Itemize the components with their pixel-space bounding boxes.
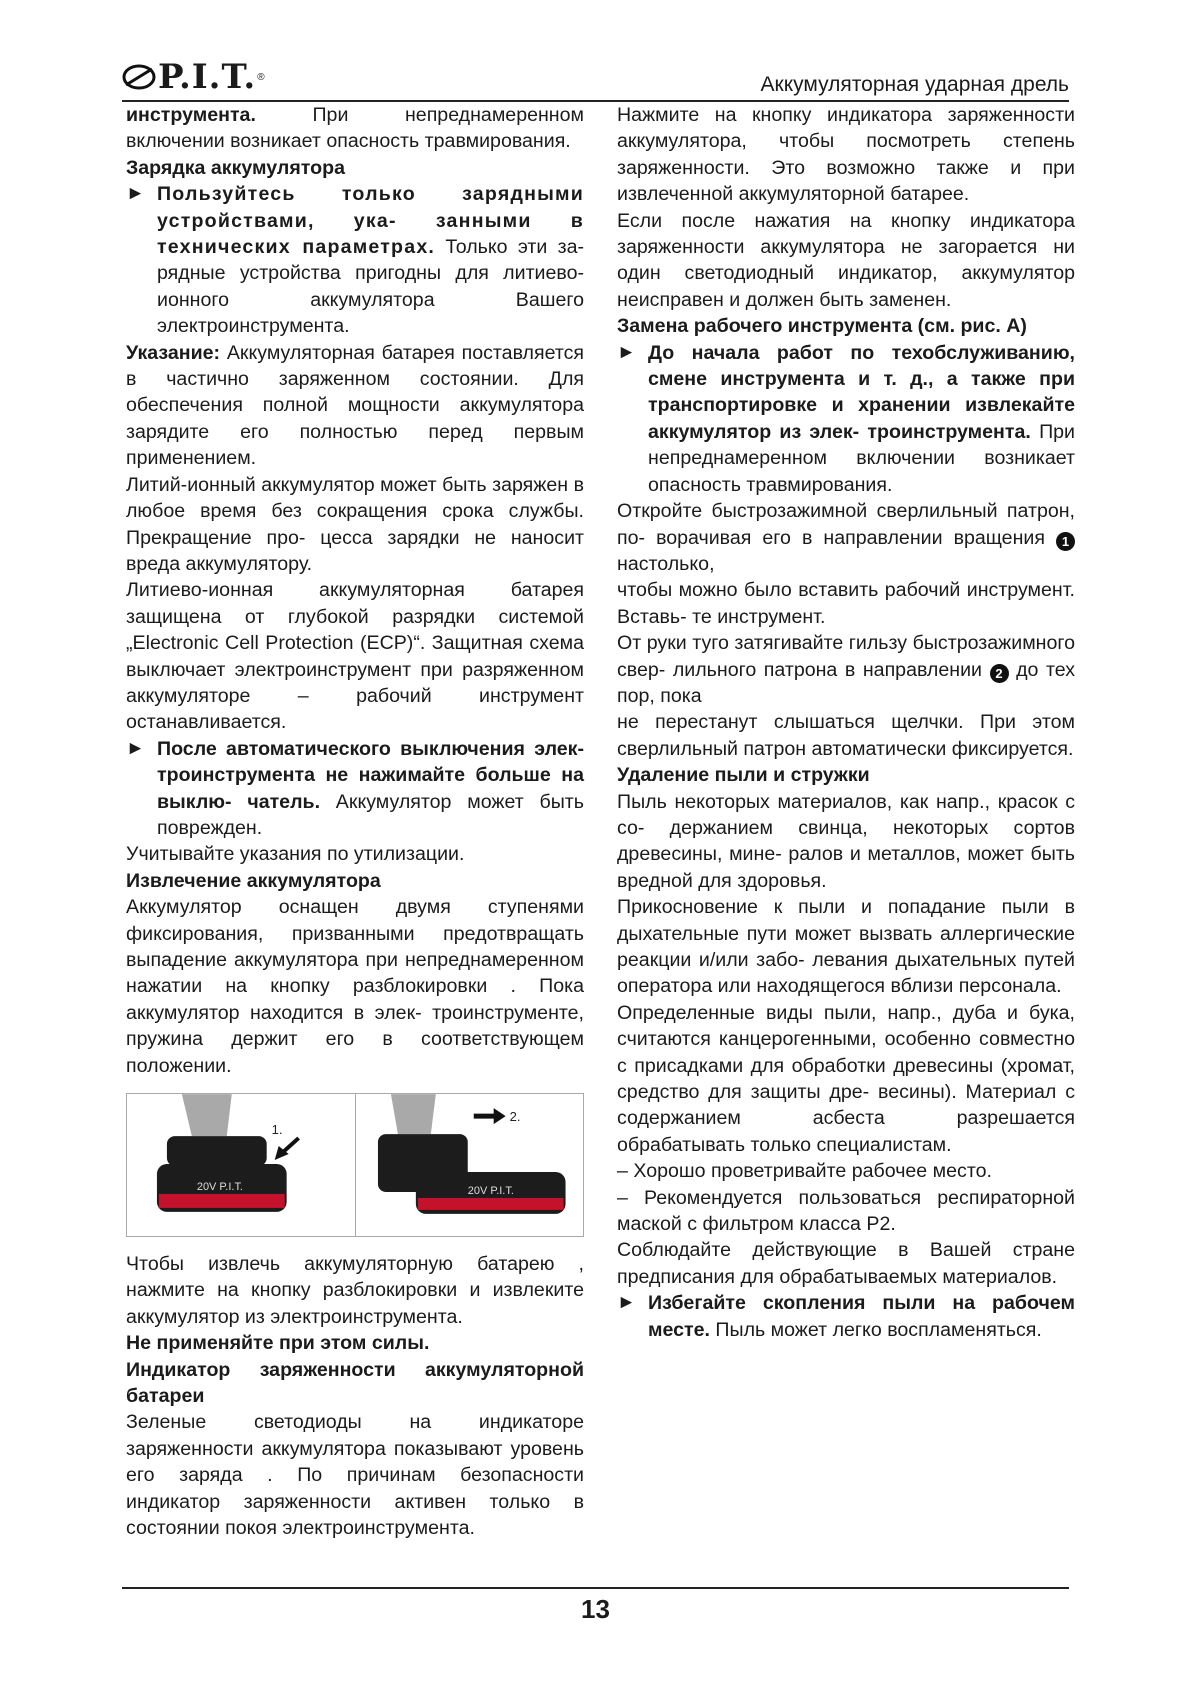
arrow-bullet-icon: ► — [126, 737, 145, 759]
arrow-bullet-icon: ► — [126, 183, 145, 205]
bold-warning: Не применяйте при этом силы. — [126, 1332, 430, 1355]
figure-step-2 — [355, 1094, 584, 1236]
section-heading-charging: Зарядка аккумулятора — [126, 156, 345, 179]
brand-logo — [122, 57, 265, 97]
paragraph: Откройте быстрозажимной сверлильный патрон, по- ворачивая его в направлении вращения 1 настолько, — [617, 500, 1075, 575]
pit-logo-icon — [122, 63, 156, 91]
paragraph: чтобы можно было вставить рабочий инструмент. Вставь- те инструмент. — [617, 579, 1075, 628]
drill-battery-illustration-2 — [356, 1094, 584, 1236]
svg-text:2.: 2. — [509, 1109, 520, 1125]
paragraph: От руки туго затягивайте гильзу быстрозажимного свер- лильного патрона в направлении 2 до тех пор, пока — [617, 632, 1075, 707]
right-column — [617, 102, 1075, 1343]
paragraph: Соблюдайте действующие в Вашей стране предписания для обрабатываемых материалов. — [617, 1239, 1075, 1288]
list-item: – Хорошо проветривайте рабочее место. — [617, 1160, 992, 1183]
paragraph: Аккумулятор оснащен двумя ступенями фиксирования, призванными предотвращать выпадение аккумулятора при непреднамеренном нажатии на кнопку разблокировки . Пока аккумулятор находится в элек- троинструменте, пружина держит его в соответствующем положении. — [126, 896, 584, 1077]
svg-text:20V P.I.T.: 20V P.I.T. — [196, 1180, 243, 1193]
page-header — [122, 58, 1069, 102]
step-number-1-icon: 1 — [1056, 532, 1075, 551]
paragraph: Учитывайте указания по утилизации. — [126, 843, 465, 866]
paragraph: Зеленые светодиоды на индикаторе заряженности аккумулятора показывают уровень его заряда . По причинам безопасности индикатор заряженности активен только в состоянии покоя электроинструмента. — [126, 1411, 584, 1540]
paragraph: Литий-ионный аккумулятор может быть заряжен в любое время без сокращения срока службы. Прекращение про- цесса зарядки не наносит вреда аккумулятору. — [126, 473, 584, 575]
arrow-bullet-icon: ► — [617, 341, 636, 363]
warning-bullet: ► До начала работ по техобслуживанию, смене инструмента и т. д., а также при транспортировке и хранении извлекайте аккумулятор из элек- троинструмента. При непреднамеренном включении возникает опасность травмирования. — [617, 341, 1076, 496]
note-paragraph: Указание: Аккумуляторная батарея поставляется в частично заряженном состоянии. Для обеспечения полной мощности аккумулятора зарядите его полностью перед первым применением. — [126, 341, 584, 470]
registered-mark: ® — [257, 71, 265, 83]
svg-text:20V P.I.T.: 20V P.I.T. — [467, 1184, 514, 1197]
battery-removal-figure — [126, 1093, 584, 1237]
warning-bullet: ► Избегайте скопления пыли на рабочем месте. Пыль может легко воспламеняться. — [617, 1292, 1075, 1341]
paragraph: Если после нажатия на кнопку индикатора заряженности аккумулятора не загорается ни один светодиодный индикатор, аккумулятор неисправен и должен быть заменен. — [617, 209, 1075, 311]
section-heading-dust: Удаление пыли и стружки — [617, 764, 870, 787]
section-heading-charge-indicator: Индикатор заряженности аккумуляторной батареи — [126, 1358, 584, 1408]
drill-battery-illustration-1 — [127, 1094, 355, 1236]
paragraph: Прикосновение к пыли и попадание пыли в дыхательные пути может вызвать аллергические реакции и/или забо- левания дыхательных путей оператора или находящегося вблизи персонала. — [617, 896, 1075, 998]
figure-step-1 — [127, 1094, 355, 1236]
section-heading-removal: Извлечение аккумулятора — [126, 869, 381, 892]
paragraph: инструмента. При непреднамеренном включении возникает опасность травмирования. — [126, 104, 584, 153]
svg-text:1.: 1. — [271, 1122, 283, 1138]
page-number: 13 — [581, 1594, 610, 1624]
paragraph: Определенные виды пыли, напр., дуба и бука, считаются канцерогенными, особенно совместно с присадками для обработки древесины (хромат, средство для защиты дре- весины). Материал с содержанием асбеста разрешается обрабатывать только специалистам. — [617, 1001, 1075, 1156]
step-number-2-icon: 2 — [990, 664, 1009, 683]
footer-rule — [122, 1587, 1069, 1589]
list-item: – Рекомендуется пользоваться респираторной маской с фильтром класса Р2. — [617, 1186, 1075, 1236]
paragraph: Нажмите на кнопку индикатора заряженности аккумулятора, чтобы посмотреть степень заряженности. Это возможно также и при извлеченной аккумуляторной батарее. — [617, 104, 1075, 206]
logo-text: P.I.T. — [158, 57, 257, 97]
paragraph: не перестанут слышаться щелчки. При этом сверлильный патрон автоматически фиксируется. — [617, 711, 1075, 760]
paragraph: Литиево-ионная аккумуляторная батарея защищена от глубокой разрядки системой „Electronic Cell Protection (ECP)“. Защитная схема выключает электроинструмент при разряженном аккумуляторе – рабочий инструмент останавливается. — [126, 579, 584, 734]
warning-bullet: ► Пользуйтесь только зарядными устройствами, ука- занными в технических параметрах. Только эти за- рядные устройства пригодны для литиево-ионного аккумулятора Вашего электроинструмента. — [126, 183, 584, 338]
warning-bullet: ► После автоматического выключения элек- троинструмента не нажимайте больше на выклю- чатель. Аккумулятор может быть поврежден. — [126, 737, 584, 839]
document-title: Аккумуляторная ударная дрель — [760, 73, 1069, 96]
arrow-bullet-icon: ► — [617, 1292, 636, 1314]
paragraph: Пыль некоторых материалов, как напр., красок с со- держанием свинца, некоторых сортов древесины, мине- ралов и металлов, может быть вредной для здоровья. — [617, 790, 1075, 892]
left-column — [126, 102, 584, 1542]
section-heading-tool-change: Замена рабочего инструмента (см. рис. А) — [617, 315, 1027, 338]
paragraph: Чтобы извлечь аккумуляторную батарею , нажмите на кнопку разблокировки и извлеките аккумулятор из электроинструмента. — [126, 1253, 584, 1328]
